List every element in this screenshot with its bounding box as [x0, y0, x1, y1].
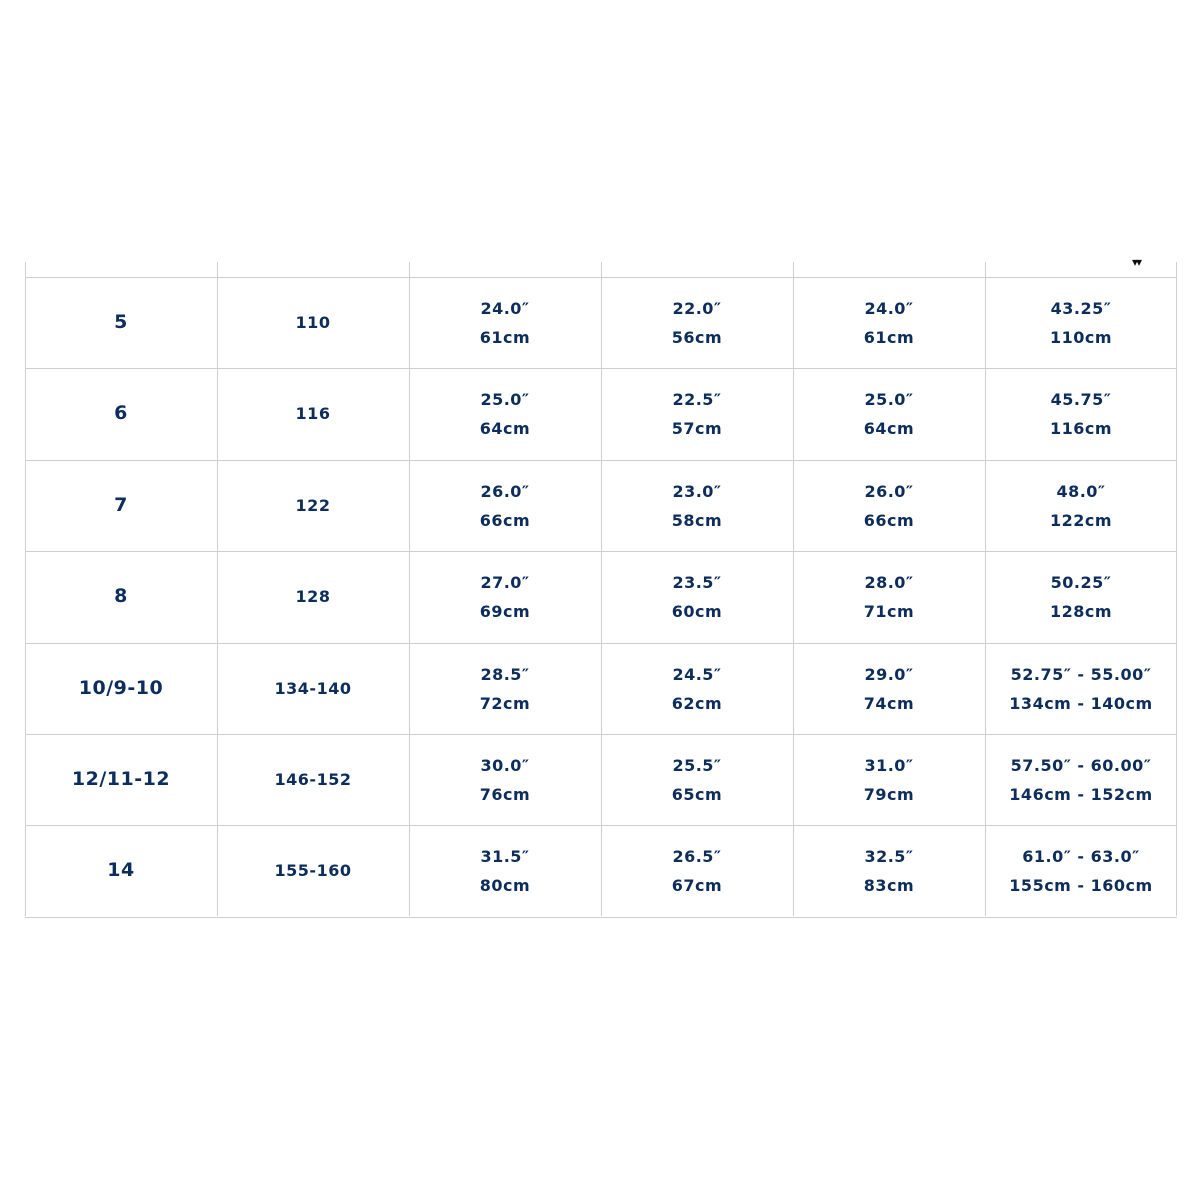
size-cell	[25, 734, 217, 825]
imperial-value: 26.0″	[864, 481, 914, 501]
imperial-value: 31.0″	[864, 755, 914, 775]
measure-2-cell	[601, 368, 793, 459]
measure-4-cell	[985, 643, 1177, 734]
row-divider	[25, 917, 1177, 918]
height-cell	[217, 734, 409, 825]
height-value: 116	[295, 404, 331, 423]
height-value: 134-140	[274, 679, 352, 698]
measure-3-cell	[793, 277, 985, 368]
imperial-value: 50.25″	[1050, 572, 1112, 592]
size-value: 12/11-12	[71, 768, 171, 790]
imperial-value: 27.0″	[480, 572, 530, 592]
size-chart-table	[25, 262, 1177, 916]
imperial-value: 29.0″	[864, 664, 914, 684]
measure-2-cell	[601, 825, 793, 916]
metric-value: 116cm	[1049, 418, 1113, 438]
imperial-value: 25.0″	[864, 389, 914, 409]
metric-value: 60cm	[671, 601, 723, 621]
imperial-value: 28.0″	[864, 572, 914, 592]
height-cell	[217, 460, 409, 551]
height-value: 128	[295, 587, 331, 606]
imperial-value: 31.5″	[480, 846, 530, 866]
measure-4-cell	[985, 551, 1177, 642]
imperial-value: 25.5″	[672, 755, 722, 775]
measure-3-cell	[793, 643, 985, 734]
imperial-value: 22.5″	[672, 389, 722, 409]
metric-value: 64cm	[863, 418, 915, 438]
measure-2-cell	[601, 734, 793, 825]
imperial-value: 30.0″	[480, 755, 530, 775]
measure-1-cell	[409, 368, 601, 459]
imperial-value: 25.0″	[480, 389, 530, 409]
metric-value: 80cm	[479, 875, 531, 895]
sort-arrows-icon: ▾▾	[1132, 255, 1141, 269]
metric-value: 128cm	[1049, 601, 1113, 621]
measure-1-cell	[409, 277, 601, 368]
metric-value: 74cm	[863, 693, 915, 713]
size-value: 10/9-10	[78, 677, 164, 699]
metric-value: 56cm	[671, 327, 723, 347]
imperial-value: 24.5″	[672, 664, 722, 684]
measure-1-cell	[409, 734, 601, 825]
height-value: 122	[295, 496, 331, 515]
imperial-value: 28.5″	[480, 664, 530, 684]
measure-2-cell	[601, 551, 793, 642]
metric-value: 61cm	[479, 327, 531, 347]
metric-value: 155cm - 160cm	[1009, 875, 1153, 895]
measure-3-cell	[793, 551, 985, 642]
measure-4-cell	[985, 368, 1177, 459]
metric-value: 79cm	[863, 784, 915, 804]
imperial-value: 22.0″	[672, 298, 722, 318]
size-cell	[25, 825, 217, 916]
metric-value: 122cm	[1049, 510, 1113, 530]
imperial-value: 26.5″	[672, 846, 722, 866]
imperial-value: 48.0″	[1056, 481, 1106, 501]
metric-value: 64cm	[479, 418, 531, 438]
height-value: 146-152	[274, 770, 352, 789]
height-cell	[217, 643, 409, 734]
imperial-value: 24.0″	[864, 298, 914, 318]
size-value: 14	[107, 859, 135, 881]
metric-value: 66cm	[479, 510, 531, 530]
measure-1-cell	[409, 460, 601, 551]
metric-value: 146cm - 152cm	[1009, 784, 1153, 804]
metric-value: 69cm	[479, 601, 531, 621]
measure-3-cell	[793, 368, 985, 459]
measure-4-cell	[985, 460, 1177, 551]
measure-3-cell	[793, 825, 985, 916]
height-cell	[217, 277, 409, 368]
metric-value: 71cm	[863, 601, 915, 621]
metric-value: 57cm	[671, 418, 723, 438]
imperial-value: 57.50″ - 60.00″	[1010, 755, 1152, 775]
measure-3-cell	[793, 460, 985, 551]
measure-1-cell	[409, 551, 601, 642]
height-value: 110	[295, 313, 331, 332]
metric-value: 76cm	[479, 784, 531, 804]
size-cell	[25, 277, 217, 368]
imperial-value: 61.0″ - 63.0″	[1022, 846, 1140, 866]
imperial-value: 52.75″ - 55.00″	[1010, 664, 1152, 684]
measure-1-cell	[409, 825, 601, 916]
metric-value: 58cm	[671, 510, 723, 530]
metric-value: 61cm	[863, 327, 915, 347]
imperial-value: 23.5″	[672, 572, 722, 592]
imperial-value: 23.0″	[672, 481, 722, 501]
metric-value: 72cm	[479, 693, 531, 713]
metric-value: 66cm	[863, 510, 915, 530]
imperial-value: 26.0″	[480, 481, 530, 501]
height-value: 155-160	[274, 861, 352, 880]
metric-value: 67cm	[671, 875, 723, 895]
height-cell	[217, 368, 409, 459]
measure-4-cell	[985, 277, 1177, 368]
imperial-value: 43.25″	[1050, 298, 1112, 318]
metric-value: 134cm - 140cm	[1009, 693, 1153, 713]
size-value: 7	[114, 494, 128, 516]
size-cell	[25, 551, 217, 642]
measure-1-cell	[409, 643, 601, 734]
size-value: 6	[114, 402, 128, 424]
imperial-value: 45.75″	[1050, 389, 1112, 409]
measure-3-cell	[793, 734, 985, 825]
size-cell	[25, 460, 217, 551]
size-value: 5	[114, 311, 128, 333]
height-cell	[217, 825, 409, 916]
metric-value: 62cm	[671, 693, 723, 713]
size-value: 8	[114, 585, 128, 607]
metric-value: 110cm	[1049, 327, 1113, 347]
imperial-value: 32.5″	[864, 846, 914, 866]
imperial-value: 24.0″	[480, 298, 530, 318]
measure-4-cell	[985, 734, 1177, 825]
size-cell	[25, 643, 217, 734]
measure-2-cell	[601, 460, 793, 551]
measure-4-cell	[985, 825, 1177, 916]
metric-value: 83cm	[863, 875, 915, 895]
size-cell	[25, 368, 217, 459]
measure-2-cell	[601, 643, 793, 734]
measure-2-cell	[601, 277, 793, 368]
metric-value: 65cm	[671, 784, 723, 804]
height-cell	[217, 551, 409, 642]
